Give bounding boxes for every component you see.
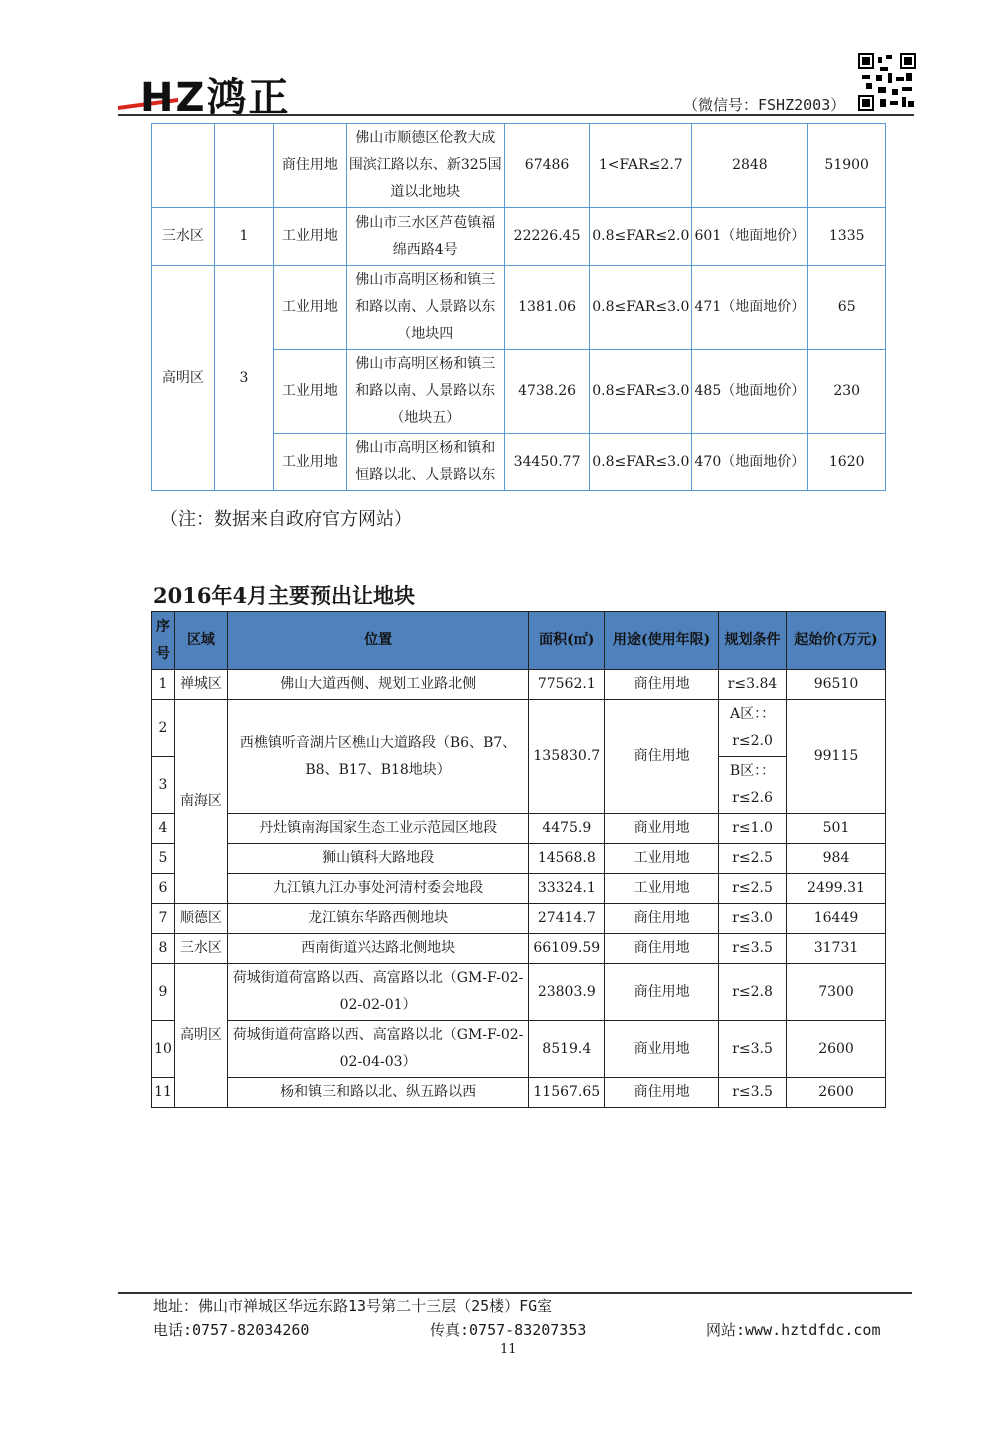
far-cell: 0.8≤FAR≤3.0 xyxy=(590,266,692,350)
price-cell: 601（地面地价） xyxy=(692,208,808,266)
plan-cell: A区：：r≤2.0 xyxy=(719,700,787,757)
area-cell: 8519.4 xyxy=(529,1021,605,1078)
location-cell: 杨和镇三和路以北、纵五路以西 xyxy=(227,1078,528,1108)
footer-address: 地址：佛山市禅城区华远东路13号第二十三层（25楼）FG室 xyxy=(153,1297,553,1315)
no-cell: 11 xyxy=(152,1078,175,1108)
no-cell: 9 xyxy=(152,964,175,1021)
use-cell: 商住用地 xyxy=(605,934,719,964)
use-cell: 工业用地 xyxy=(274,434,346,491)
district-cell: 南海区 xyxy=(174,700,227,904)
location-cell: 佛山市三水区芦苞镇福绵西路4号 xyxy=(346,208,504,266)
plan-cell: B区：：r≤2.6 xyxy=(719,757,787,814)
plan-cell: r≤1.0 xyxy=(719,814,787,844)
table-row xyxy=(152,964,886,1021)
use-cell: 商住用地 xyxy=(605,904,719,934)
location-cell: 西樵镇听音湖片区樵山大道路段（B6、B7、B8、B17、B18地块） xyxy=(227,700,528,814)
area-cell: 135830.7 xyxy=(529,700,605,814)
no-cell: 5 xyxy=(152,844,175,874)
area-cell: 1381.06 xyxy=(504,266,589,350)
location-cell: 佛山市高明区杨和镇和恒路以北、人景路以东 xyxy=(346,434,504,491)
location-cell: 龙江镇东华路西侧地块 xyxy=(227,904,528,934)
logo-text: HZ鸿正 xyxy=(140,75,291,121)
footer-phone: 电话:0757-82034260 xyxy=(153,1321,310,1339)
use-cell: 商业用地 xyxy=(605,1021,719,1078)
footer-website: 网站:www.hztdfdc.com xyxy=(706,1321,881,1339)
total-cell: 1620 xyxy=(808,434,886,491)
price-cell: 2600 xyxy=(787,1021,886,1078)
area-cell: 4475.9 xyxy=(529,814,605,844)
district-cell: 顺德区 xyxy=(174,904,227,934)
total-cell: 230 xyxy=(808,350,886,434)
area-cell: 34450.77 xyxy=(504,434,589,491)
price-cell: 2499.31 xyxy=(787,874,886,904)
table-row xyxy=(152,1078,886,1108)
use-cell: 商住用地 xyxy=(274,124,346,208)
header-district: 区域 xyxy=(174,612,227,670)
header-location: 位置 xyxy=(227,612,528,670)
price-cell: 2848 xyxy=(692,124,808,208)
district-cell: 高明区 xyxy=(174,964,227,1108)
plan-cell: r≤3.5 xyxy=(719,934,787,964)
use-cell: 商住用地 xyxy=(605,670,719,700)
total-cell: 1335 xyxy=(808,208,886,266)
use-cell: 商住用地 xyxy=(605,700,719,814)
price-cell: 984 xyxy=(787,844,886,874)
location-cell: 丹灶镇南海国家生态工业示范园区地段 xyxy=(227,814,528,844)
plan-cell: r≤3.5 xyxy=(719,1021,787,1078)
location-cell: 荷城街道荷富路以西、高富路以北（GM-F-02-02-02-01） xyxy=(227,964,528,1021)
header-divider xyxy=(118,114,914,116)
location-cell: 佛山市顺德区伦教大成围滨江路以东、新325国道以北地块 xyxy=(346,124,504,208)
footer-fax: 传真:0757-83207353 xyxy=(430,1321,587,1339)
no-cell: 10 xyxy=(152,1021,175,1078)
header-no: 序号 xyxy=(152,612,175,670)
district-cell: 高明区 xyxy=(152,266,215,491)
total-cell: 51900 xyxy=(808,124,886,208)
location-cell: 佛山市高明区杨和镇三和路以南、人景路以东（地块五） xyxy=(346,350,504,434)
total-cell: 65 xyxy=(808,266,886,350)
location-cell: 九江镇九江办事处河清村委会地段 xyxy=(227,874,528,904)
district-cell xyxy=(152,124,215,208)
area-cell: 66109.59 xyxy=(529,934,605,964)
table-row xyxy=(152,124,886,208)
plan-cell: r≤2.5 xyxy=(719,874,787,904)
location-cell: 荷城街道荷富路以西、高富路以北（GM-F-02-02-04-03） xyxy=(227,1021,528,1078)
area-cell: 27414.7 xyxy=(529,904,605,934)
use-cell: 工业用地 xyxy=(274,350,346,434)
area-cell: 11567.65 xyxy=(529,1078,605,1108)
header-area: 面积(㎡) xyxy=(529,612,605,670)
district-cell: 禅城区 xyxy=(174,670,227,700)
price-cell: 471（地面地价） xyxy=(692,266,808,350)
table-row xyxy=(152,844,886,874)
price-cell: 7300 xyxy=(787,964,886,1021)
table-row xyxy=(152,670,886,700)
footer-divider xyxy=(118,1292,912,1294)
table-row xyxy=(152,814,886,844)
far-cell: 0.8≤FAR≤3.0 xyxy=(590,434,692,491)
price-cell: 470（地面地价） xyxy=(692,434,808,491)
price-cell: 31731 xyxy=(787,934,886,964)
no-cell: 6 xyxy=(152,874,175,904)
location-cell: 佛山市高明区杨和镇三和路以南、人景路以东（地块四 xyxy=(346,266,504,350)
district-cell: 三水区 xyxy=(152,208,215,266)
location-cell: 狮山镇科大路地段 xyxy=(227,844,528,874)
district-cell: 三水区 xyxy=(174,934,227,964)
price-cell: 501 xyxy=(787,814,886,844)
area-cell: 14568.8 xyxy=(529,844,605,874)
plan-cell: r≤3.84 xyxy=(719,670,787,700)
wechat-id: （微信号：FSHZ2003） xyxy=(683,96,846,114)
no-cell: 1 xyxy=(152,670,175,700)
use-cell: 商住用地 xyxy=(605,1078,719,1108)
header-price: 起始价(万元) xyxy=(787,612,886,670)
price-cell: 96510 xyxy=(787,670,886,700)
table-row xyxy=(152,1021,886,1078)
count-cell xyxy=(214,124,274,208)
page-number: 11 xyxy=(500,1342,517,1357)
location-cell: 西南街道兴达路北侧地块 xyxy=(227,934,528,964)
table-row xyxy=(152,904,886,934)
use-cell: 工业用地 xyxy=(274,266,346,350)
price-cell: 16449 xyxy=(787,904,886,934)
use-cell: 工业用地 xyxy=(274,208,346,266)
no-cell: 7 xyxy=(152,904,175,934)
far-cell: 0.8≤FAR≤3.0 xyxy=(590,350,692,434)
section-title: 2016年4月主要预出让地块 xyxy=(153,583,416,608)
plan-cell: r≤2.8 xyxy=(719,964,787,1021)
plan-cell: r≤3.5 xyxy=(719,1078,787,1108)
plan-cell: r≤3.0 xyxy=(719,904,787,934)
no-cell: 3 xyxy=(152,757,175,814)
area-cell: 23803.9 xyxy=(529,964,605,1021)
table-row xyxy=(152,934,886,964)
use-cell: 工业用地 xyxy=(605,874,719,904)
area-cell: 77562.1 xyxy=(529,670,605,700)
table-row xyxy=(152,208,886,266)
price-cell: 485（地面地价） xyxy=(692,350,808,434)
plan-cell: r≤2.5 xyxy=(719,844,787,874)
price-cell: 2600 xyxy=(787,1078,886,1108)
qr-code-icon xyxy=(858,53,916,111)
use-cell: 工业用地 xyxy=(605,844,719,874)
area-cell: 67486 xyxy=(504,124,589,208)
table-row xyxy=(152,700,886,757)
land-transaction-table xyxy=(151,123,886,491)
location-cell: 佛山大道西侧、规划工业路北侧 xyxy=(227,670,528,700)
data-source-note: （注：数据来自政府官方网站） xyxy=(160,509,412,530)
table-row xyxy=(152,266,886,350)
count-cell: 3 xyxy=(214,266,274,491)
count-cell: 1 xyxy=(214,208,274,266)
far-cell: 1<FAR≤2.7 xyxy=(590,124,692,208)
area-cell: 33324.1 xyxy=(529,874,605,904)
area-cell: 22226.45 xyxy=(504,208,589,266)
price-cell: 99115 xyxy=(787,700,886,814)
use-cell: 商住用地 xyxy=(605,964,719,1021)
far-cell: 0.8≤FAR≤2.0 xyxy=(590,208,692,266)
no-cell: 4 xyxy=(152,814,175,844)
pre-sale-land-table xyxy=(151,611,886,1108)
no-cell: 2 xyxy=(152,700,175,757)
area-cell: 4738.26 xyxy=(504,350,589,434)
table-row xyxy=(152,874,886,904)
use-cell: 商业用地 xyxy=(605,814,719,844)
no-cell: 8 xyxy=(152,934,175,964)
header-plan: 规划条件 xyxy=(719,612,787,670)
header-use: 用途(使用年限) xyxy=(605,612,719,670)
table-header-row xyxy=(152,612,886,670)
